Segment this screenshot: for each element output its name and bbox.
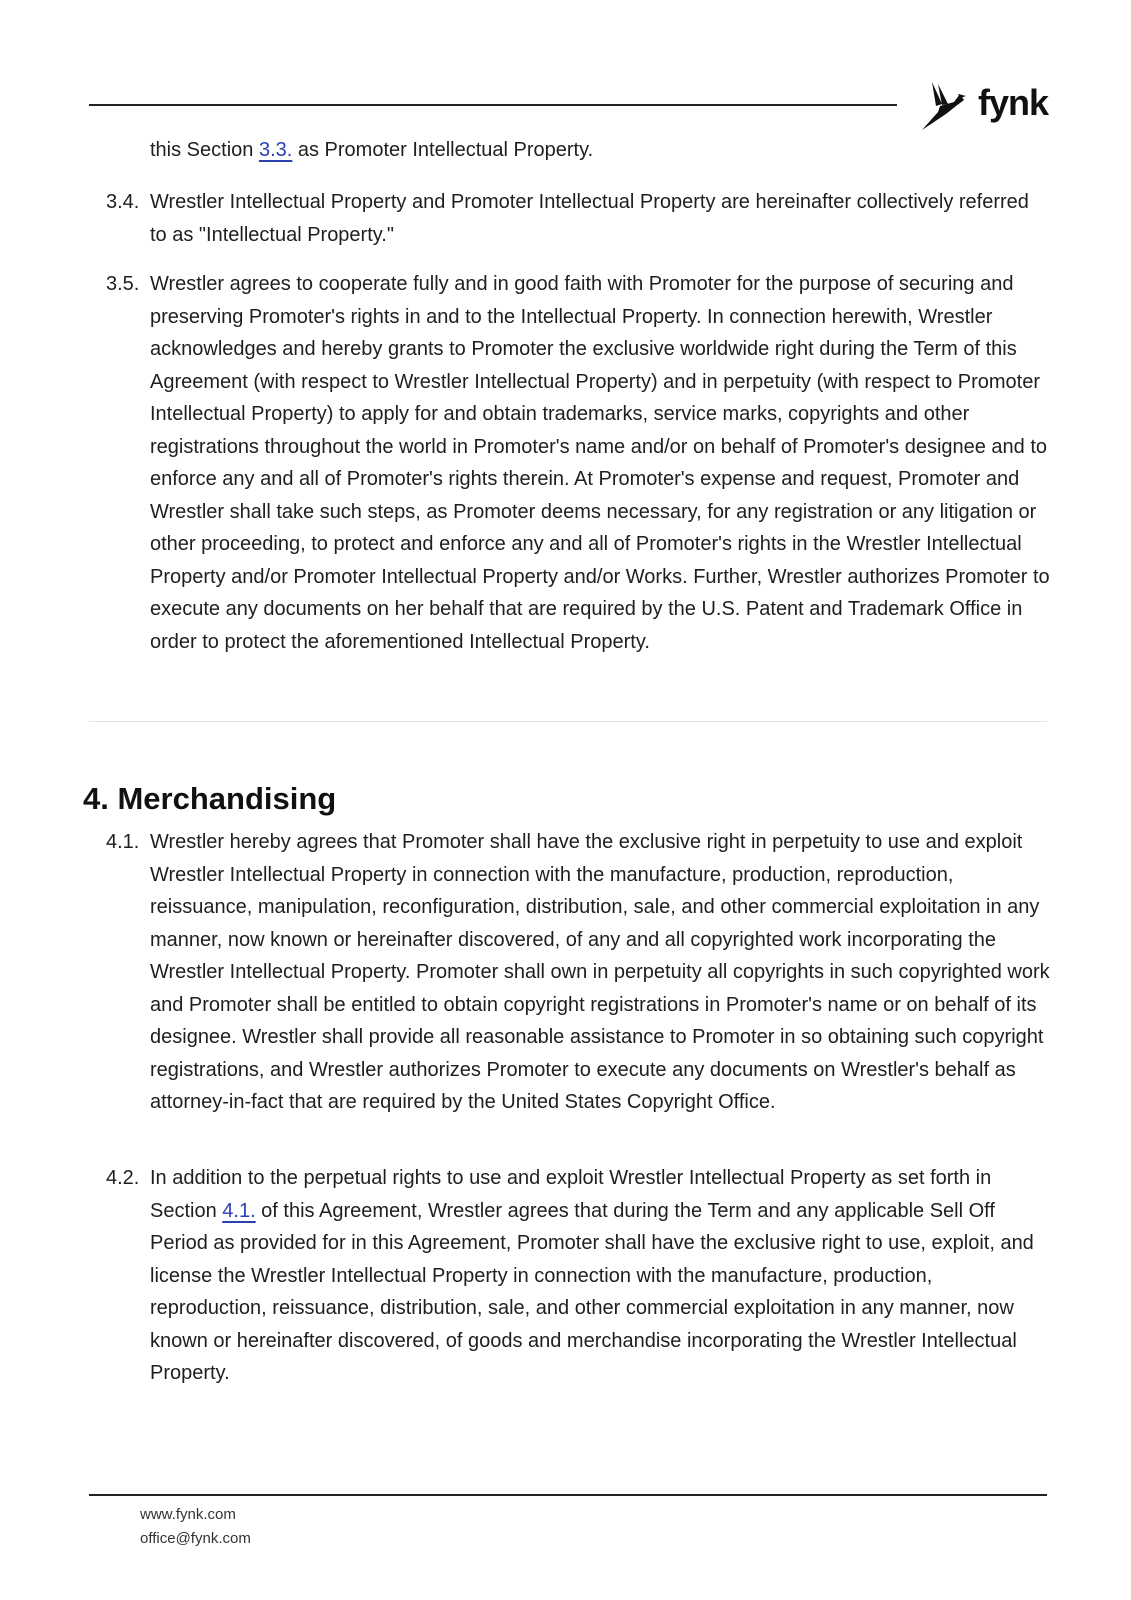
logo-wordmark: fynk — [978, 82, 1049, 123]
section-ref-3-3-link[interactable]: 3.3. — [258, 139, 293, 161]
clause-text: Wrestler agrees to cooperate fully and in good faith with Promoter for the purpose of securing and preserving Promoter's rights in and to the Intellectual Property. In connection herewith, Wrestler acknowledges and hereby grants to Promoter the exclusive worldwide right during the Term of this Agreement (with respect to Wrestler Intellectual Property) and in perpetuity (with respect to Promoter Intellectual Property) to apply for and obtain trademarks, service marks, copyrights and other registrations throughout the world in Promoter's name and/or on behalf of Promoter's designee and to enforce any and all of Promoter's rights therein. At Promoter's expense and request, Promoter and Wrestler shall take such steps, as Promoter deems necessary, for any registration or any litigation or other proceeding, to protect and enforce any and all of Promoter's rights in the Wrestler Intellectual Property and/or Promoter Intellectual Property and/or Works. Further, Wrestler authorizes Promoter to execute any documents on her behalf that are required by the U.S. Patent and Trademark Office in order to protect the aforementioned Intellectual Property. — [150, 273, 1050, 653]
section-divider — [89, 721, 1047, 722]
clause-text: Wrestler hereby agrees that Promoter shall have the exclusive right in perpetuity to use and exploit Wrestler Intellectual Property in connection with the manufacture, production, reproduction, reissuance, manipulation, reconfiguration, distribution, sale, and other commercial exploitation in any manner, now known or hereinafter discovered, of any and all copyrighted work incorporating the Wrestler Intellectual Property. Promoter shall own in perpetuity all copyrights in such copyrighted work and Promoter shall be entitled to obtain copyright registrations in Promoter's name or on behalf of its designee. Wrestler shall provide all reasonable assistance to Promoter in so obtaining such copyright registrations, and Wrestler authorizes Promoter to execute any documents on Wrestler's behalf as attorney-in-fact that are required by the United States Copyright Office. — [150, 831, 1050, 1113]
fynk-logo — [920, 80, 1050, 136]
section-ref-4-1-link[interactable]: 4.1. — [222, 1199, 256, 1222]
footer-website[interactable]: www.fynk.com — [140, 1506, 236, 1523]
footer-email[interactable]: office@fynk.com — [140, 1530, 251, 1547]
section-title: 4. Merchandising — [83, 781, 337, 816]
header-rule — [89, 104, 897, 106]
clause-number: 4.1. — [106, 831, 140, 853]
clause-number: 3.5. — [106, 273, 140, 295]
footer-rule — [89, 1494, 1047, 1496]
clause-number: 4.2. — [106, 1167, 140, 1189]
clause-text: In addition to the perpetual rights to use and exploit Wrestler Intellectual Property as set forth in Section 4.1. of this Agreement, Wrestler agrees that during the Term and any applicable Sell Off Period as provided for in this Agreement, Promoter shall have the exclusive right to use, exploit, and license the Wrestler Intellectual Property in connection with the manufacture, production, reproduction, reissuance, distribution, sale, and other commercial exploitation in any manner, now known or hereinafter discovered, of goods and merchandise incorporating the Wrestler Intellectual Property. — [150, 1167, 1034, 1384]
clause-text: Wrestler Intellectual Property and Promoter Intellectual Property are hereinafter collectively referred to as "Intellectual Property." — [150, 191, 1029, 246]
clause-number: 3.4. — [106, 191, 140, 213]
continuation-text: this Section 3.3. as Promoter Intellectual Property. — [150, 139, 594, 161]
bird-logo-icon — [920, 80, 976, 134]
